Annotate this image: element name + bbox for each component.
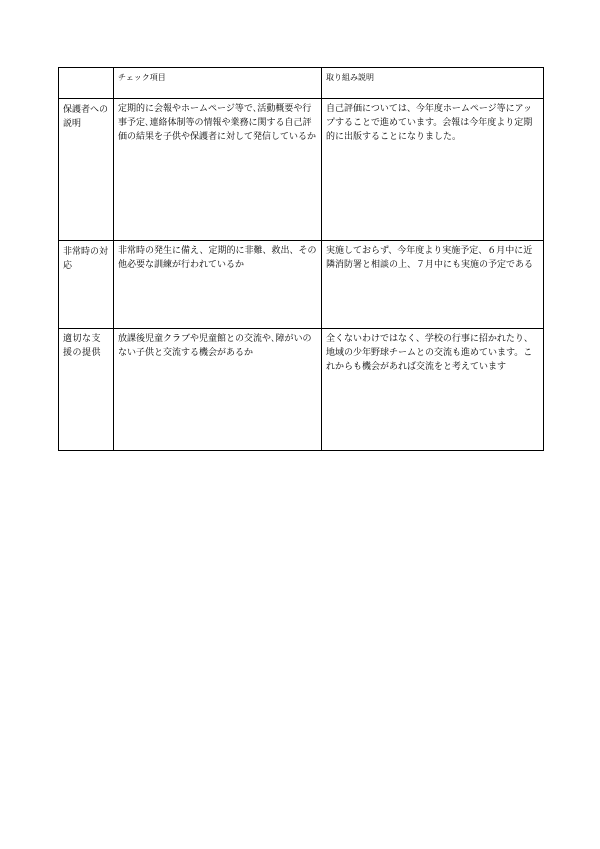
table-row — [59, 329, 544, 451]
table-row — [59, 99, 544, 241]
table-header-row — [59, 68, 544, 99]
header-check-item: チェック項目 — [114, 68, 322, 99]
row-check-item: 放課後児童クラブや児童館との交流や､障がいのない子供と交流する機会があるか — [114, 329, 322, 451]
row-label: 適切な支援の提供 — [59, 329, 114, 451]
header-blank-cell — [59, 68, 114, 99]
row-check-item: 定期的に会報やホームページ等で､活動概要や行事予定､連絡体制等の情報や業務に関する自己評価の結果を子供や保護者に対して発信しているか — [114, 99, 322, 241]
table-row — [59, 241, 544, 329]
row-label: 保護者への説明 — [59, 99, 114, 241]
self-evaluation-table — [58, 67, 544, 451]
row-description: 実施しておらず、今年度より実施予定、６月中に近隣消防署と相談の上、７月中にも実施の予定である — [322, 241, 544, 329]
row-description: 自己評価については、今年度ホームページ等にアップすることで進めています。会報は今年度より定期的に出版することになりました。 — [322, 99, 544, 241]
row-label: 非常時の対応 — [59, 241, 114, 329]
header-description: 取り組み説明 — [322, 68, 544, 99]
row-check-item: 非常時の発生に備え、定期的に非難、救出、その他必要な訓練が行われているか — [114, 241, 322, 329]
row-description: 全くないわけではなく、学校の行事に招かれたり、地域の少年野球チームとの交流も進めています。これからも機会があれば交流をと考えています — [322, 329, 544, 451]
